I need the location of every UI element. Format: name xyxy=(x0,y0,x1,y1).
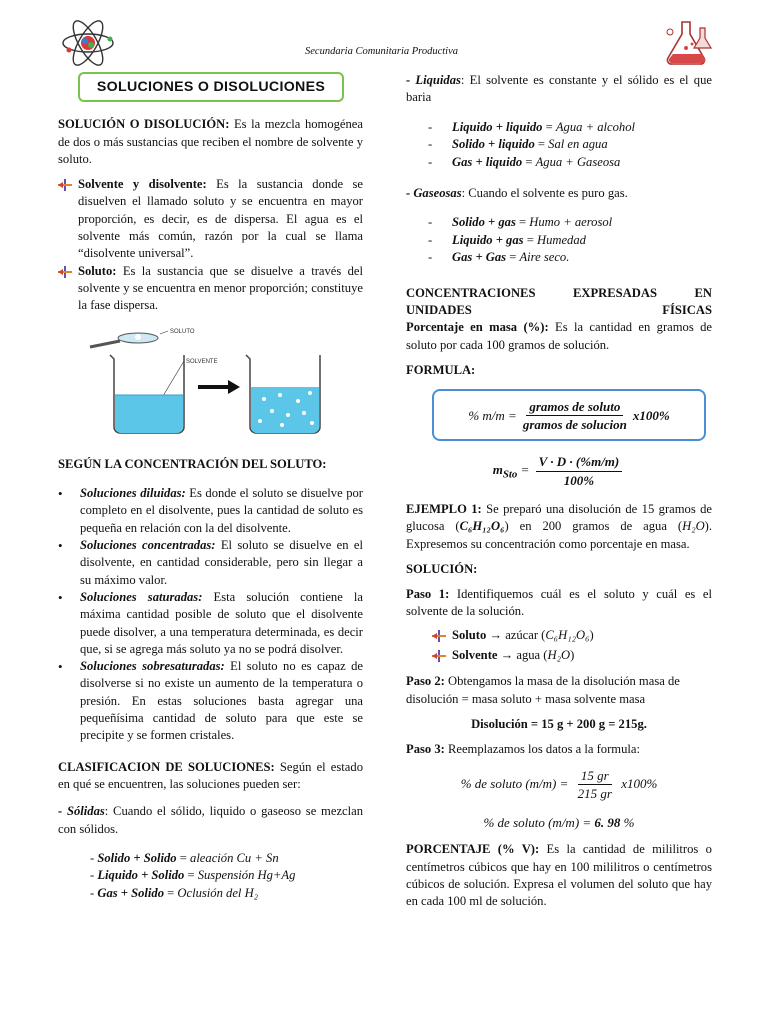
pencil-bullet-icon xyxy=(432,647,452,667)
list-item: - Liquido + Solido = Suspensión Hg+Ag xyxy=(90,868,296,883)
step-3: Paso 3: Reemplazamos los datos a la formula: xyxy=(406,742,640,757)
beaker-illustration xyxy=(88,325,350,437)
page-header xyxy=(0,0,768,70)
list-item: Soluto: Es la sustancia que se disuelve a través del solvente y se encuentra en menor proporción; constituye la fase dispersa. xyxy=(58,263,363,315)
list-item: Solvente y disolvente: Es la sustancia donde se disuelven el llamado soluto y se encuentra en mayor proporción, es decir, es de dispersa. El agua es el solvente más común, razón por la cual se llama “disolvente universal”. xyxy=(58,176,363,262)
flask-logo-icon xyxy=(662,18,714,68)
list-item: • Soluciones sobresaturadas: El soluto no es capaz de disolverse si no existe un aumento de la temperatura o presión. En estas soluciones basta agregar una pequeñísima cantidad de soluto para que este se precipite y se formen cristales. xyxy=(58,659,364,743)
solidas-def: - Sólidas: Cuando el sólido, liquido o gaseoso se mezclan con sólidos. xyxy=(58,804,364,836)
classification-heading: CLASIFICACION DE SOLUCIONES: Según el estado en qué se encuentren, las soluciones pueden ser: xyxy=(58,759,363,791)
list-item: - Gas + Solido = Oclusión del H₂ xyxy=(90,885,259,900)
pencil-bullet-icon xyxy=(58,263,78,283)
list-item: - Solido + Solido = aleación Cu + Sn xyxy=(90,850,279,865)
gaseosas-def: - Gaseosas: Cuando el solvente es puro gas. xyxy=(406,186,628,201)
list-item: • Soluciones concentradas: El soluto se disuelve en el disolvente, en cantidad considerable, pero sin llegar a su máximo valor. xyxy=(58,538,363,587)
list-item: - Solido + gas = Humo + aerosol xyxy=(428,215,613,230)
definition: SOLUCIÓN O DISOLUCIÓN: Es la mezcla homogénea de dos o más sustancias que reciben el nombre de solvente y soluto. xyxy=(58,117,363,166)
pencil-bullet-icon xyxy=(58,176,78,196)
list-item: Soluto → azúcar (C₆H₁₂O₆) xyxy=(432,627,712,647)
label-solvente: SOLVENTE xyxy=(186,358,218,365)
formula-label: FORMULA: xyxy=(406,363,476,378)
step-2: Paso 2: Obtengamos la masa de la disolución masa de disolución = masa soluto + masa solvente masa xyxy=(406,674,680,706)
mass-formula: $m_{Sto}$ = $\frac{V \cdot D \cdot (\%m/m)}{100\%}$ xyxy=(406,453,712,489)
list-item: - Gas + liquido = Agua + Gaseosa xyxy=(428,154,621,169)
arrow-list xyxy=(58,176,363,314)
units-heading: CONCENTRACIONES EXPRESADAS EN UNIDADES FÍSICAS xyxy=(406,285,712,318)
final-result: % de soluto (m/m) = 6. 98 % xyxy=(483,815,635,831)
page-title: SOLUCIONES O DISOLUCIONES xyxy=(78,72,344,102)
label-soluto: SOLUTO xyxy=(170,328,195,335)
list-item: Solvente → agua (H₂O) xyxy=(432,647,712,667)
concentration-list xyxy=(58,485,363,744)
volume-percent-def: PORCENTAJE (% V): Es la cantidad de mililitros o centímetros cúbicos que hay en 100 mililitros o centímetros cúbicos de solución. Expresa el volumen del soluto que hay en cada 100 ml de solución. xyxy=(406,842,712,909)
left-column xyxy=(58,72,363,902)
gaseosas-list xyxy=(406,214,712,267)
example-text: EJEMPLO 1: Se preparó una disolución de 15 gramos de glucosa (C₆H₁₂O₆) en 200 gramos de agua (H₂O). Expresemos su concentración como porcentaje en masa. xyxy=(406,501,713,551)
list-item: - Gas + Gas = Aire seco. xyxy=(428,250,570,265)
dissolution-result: Disolución = 15 g + 200 g = 215g. xyxy=(471,716,647,731)
header-subtitle: Secundaria Comunitaria Productiva xyxy=(305,46,459,57)
liquidas-def: - Liquidas: El solvente es constante y el sólido es el que baria xyxy=(406,73,712,105)
formula-box xyxy=(432,389,706,441)
percent-mass-def: Porcentaje en masa (%): Es la cantidad en gramos de soluto por cada 100 gramos de solución. xyxy=(406,320,713,352)
list-item: • Soluciones saturadas: Esta solución contiene la máxima cantidad posible de soluto que el disolvente puede disolver, a una temperatura determinada, es decir que, si se agrega más soluto ya no se podrá disolver. xyxy=(58,589,364,656)
pencil-bullet-icon xyxy=(432,627,452,647)
liquidas-list xyxy=(406,119,712,172)
list-item: - Liquido + liquido = Agua + alcohol xyxy=(428,119,636,134)
solution-heading: SOLUCIÓN: xyxy=(406,561,478,576)
identification-list xyxy=(432,627,712,668)
right-column xyxy=(406,72,712,911)
formula-lhs: % m/m = xyxy=(468,407,517,423)
formula-tail: x100% xyxy=(632,407,670,423)
solidas-list xyxy=(58,850,363,903)
list-item: • Soluciones diluidas: Es donde el soluto se disuelve por completo en el disolvente, pues la cantidad de soluto es pequeña en relación con la del disolvente. xyxy=(58,486,363,535)
step-1: Paso 1: Identifiquemos cuál es el soluto y cuál es el solvente de la solución. xyxy=(406,587,713,619)
list-item: - Solido + liquido = Sal en agua xyxy=(428,137,608,152)
concentration-heading: SEGÚN LA CONCENTRACIÓN DEL SOLUTO: xyxy=(58,456,327,471)
atom-logo-icon xyxy=(60,20,116,66)
formula-fraction: $\frac{\text{gramos de soluto}}{\text{gramos de solucion}}$ xyxy=(522,398,627,432)
calculation: % de soluto (m/m) = $\frac{15 gr}{215 gr}$ x100% xyxy=(460,767,658,801)
list-item: - Liquido + gas = Humedad xyxy=(428,232,586,247)
